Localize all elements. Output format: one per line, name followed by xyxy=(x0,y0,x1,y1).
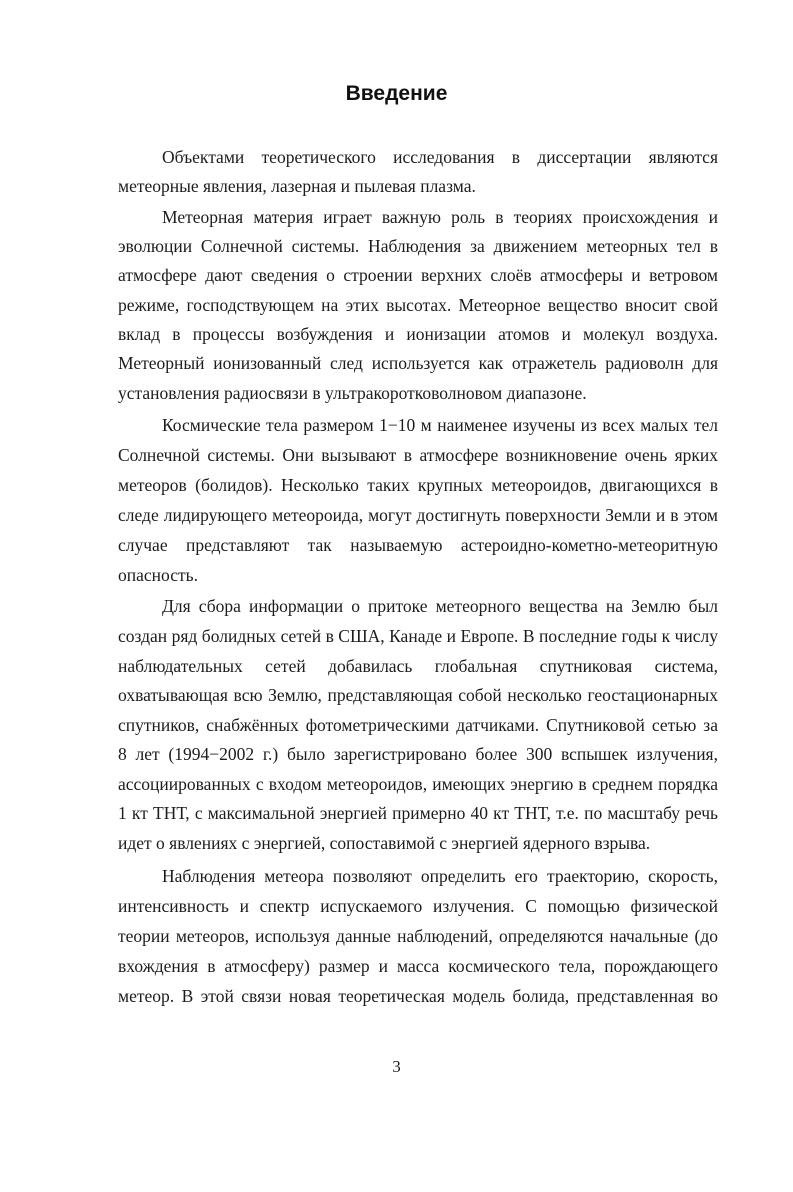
page-title: Введение xyxy=(345,82,448,105)
page-number: 3 xyxy=(392,1057,401,1076)
text-line: атмосфере дают сведения о строении верхних слоёв атмосферы и ветровом xyxy=(118,265,718,285)
text-line: Космические тела размером 1−10 м наименее изучены из всех малых тел xyxy=(162,415,718,435)
text-line: 8 лет (1994−2002 г.) было зарегистрировано более 300 вспышек излучения, xyxy=(118,744,718,764)
text-line: метеор. В этой связи новая теоретическая модель болида, представленная во xyxy=(118,986,718,1006)
text-line: создан ряд болидных сетей в США, Канаде и Европе. В последние годы к числу xyxy=(118,626,718,646)
text-line: установления радиосвязи в ультракоротковолновом диапазоне. xyxy=(118,383,587,403)
text-line: охватывающая всю Землю, представляющая собой несколько геостационарных xyxy=(118,685,718,705)
text-line: интенсивность и спектр испускаемого излучения. С помощью физической xyxy=(118,896,718,916)
text-line: Метеорная материя играет важную роль в теориях происхождения и xyxy=(162,207,718,227)
text-line: метеорные явления, лазерная и пылевая плазма. xyxy=(118,176,476,196)
text-line: опасность. xyxy=(118,565,198,585)
text-line: случае представляют так называемую астероидно-кометно-метеоритную xyxy=(118,535,718,555)
text-line: Для сбора информации о притоке метеорного вещества на Землю был xyxy=(162,596,718,616)
text-line: идет о явлениях с энергией, сопоставимой с энергией ядерного взрыва. xyxy=(118,833,651,853)
text-line: режиме, господствующем на этих высотах. Метеорное вещество вносит свой xyxy=(118,295,718,315)
text-line: ассоциированных с входом метеороидов, имеющих энергию в среднем порядка xyxy=(118,774,718,794)
text-line: следе лидирующего метеороида, могут достигнуть поверхности Земли и в этом xyxy=(118,505,718,525)
text-line: Объектами теоретического исследования в диссертации являются xyxy=(162,147,718,167)
text-line: эволюции Солнечной системы. Наблюдения за движением метеорных тел в xyxy=(118,236,718,256)
text-line: метеоров (болидов). Несколько таких крупных метеороидов, двигающихся в xyxy=(118,475,718,495)
text-line: вклад в процессы возбуждения и ионизации атомов и молекул воздуха. xyxy=(118,324,718,344)
text-line: спутников, снабжённых фотометрическими датчиками. Спутниковой сетью за xyxy=(118,715,718,735)
text-line: Метеорный ионизованный след используется как отражетель радиоволн для xyxy=(118,353,718,373)
text-line: Наблюдения метеора позволяют определить его траекторию, скорость, xyxy=(162,866,718,886)
text-line: 1 кт ТНТ, с максимальной энергией примерно 40 кт ТНТ, т.е. по масштабу речь xyxy=(118,803,718,823)
text-line: теории метеоров, используя данные наблюдений, определяются начальные (до xyxy=(118,926,718,946)
text-line: Солнечной системы. Они вызывают в атмосфере возникновение очень ярких xyxy=(118,445,718,465)
text-line: вхождения в атмосферу) размер и масса космического тела, порождающего xyxy=(118,956,718,976)
text-line: наблюдательных сетей добавилась глобальная спутниковая система, xyxy=(118,656,718,676)
